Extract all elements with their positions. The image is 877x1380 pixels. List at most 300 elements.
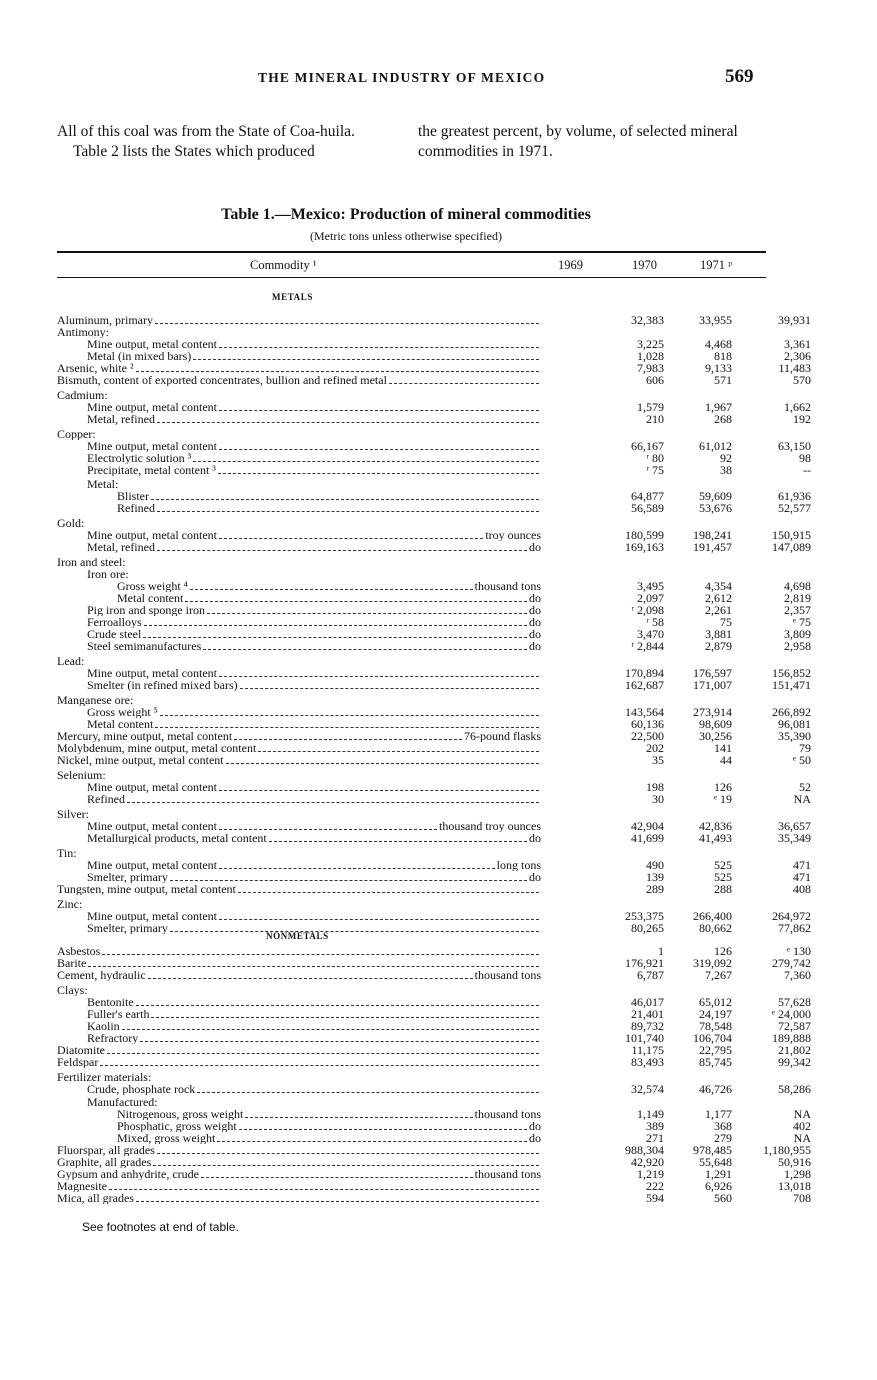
row-label [87,859,541,871]
row-label-text: Pig iron and sponge iron [87,604,205,616]
row-label [57,742,541,754]
value-1970: 30,256 [699,729,732,743]
row-label [57,694,541,706]
row-label-text: Barite [57,957,87,969]
leader-dots [219,410,539,411]
value-1969: 606 [646,373,664,387]
row-unit: troy ounces [485,529,541,541]
row-label [57,945,541,957]
value-1971: 1,298 [784,1167,811,1181]
value-1971: 2,357 [784,603,811,617]
value-1970: 98,609 [699,717,732,731]
row-label [57,1044,541,1056]
value-1971: 1,180,955 [763,1143,811,1157]
value-1971: NA [793,792,811,806]
leader-dots [218,473,539,474]
row-label-text: Bismuth, content of exported concentrates, bullion and refined metal [57,374,387,386]
value-1971: ᵉ 50 [792,753,811,767]
value-1971: 7,360 [784,968,811,982]
row-label [87,996,541,1008]
value-1971: 36,657 [778,819,811,833]
value-1970: 2,261 [705,603,732,617]
leader-dots [226,763,539,764]
value-1970: 61,012 [699,439,732,453]
leader-dots [258,751,539,752]
row-label-text: Phosphatic, gross weight [117,1120,237,1132]
row-label-text: Iron and steel: [57,556,126,568]
leader-dots [109,1189,539,1190]
value-1969: ʳ 2,098 [631,603,664,617]
leader-dots [155,323,539,324]
row-label-text: Mercury, mine output, metal content [57,730,233,742]
intro-paragraph: Table 2 lists the States which produced [73,143,315,160]
value-1971: ᵉ 24,000 [771,1007,811,1021]
value-1971: 11,483 [778,361,811,375]
value-1969: 1,028 [637,349,664,363]
footnote-reference: See footnotes at end of table. [82,1220,239,1234]
value-1970: 75 [720,615,732,629]
value-1969: 32,383 [631,313,664,327]
row-label-text: Gross weight ⁵ [87,706,158,718]
table-row [57,1055,811,1069]
value-1970: 46,726 [699,1082,732,1096]
row-label-text: Nickel, mine output, metal content [57,754,224,766]
value-1971: 192 [793,412,811,426]
row-label-text: Cement, hydraulic [57,969,146,981]
leader-dots [217,1141,527,1142]
row-label-text: Mixed, gross weight [117,1132,216,1144]
row-label-text: Crude steel [87,628,142,640]
row-label-text: Graphite, all grades [57,1156,152,1168]
value-1970: 1,177 [705,1107,732,1121]
row-label-text: Refractory [87,1032,139,1044]
leader-dots [219,790,539,791]
row-unit: do [529,616,541,628]
table-row [57,1191,811,1205]
value-1969: 42,904 [631,819,664,833]
row-label-text: Mine output, metal content [87,338,217,350]
row-label-text: Metal content [117,592,184,604]
row-label [57,808,541,820]
row-label [87,1083,541,1095]
row-label [87,922,541,934]
table-header-rule [57,277,766,278]
value-1971: 471 [793,870,811,884]
value-1970: 319,092 [693,956,732,970]
row-label-text: Magnesite [57,1180,107,1192]
leader-dots [219,868,495,869]
value-1969: 139 [646,870,664,884]
row-label [87,1032,541,1044]
value-1970: 368 [714,1119,732,1133]
value-1971: 402 [793,1119,811,1133]
intro-left-column [57,122,395,162]
value-1970: 268 [714,412,732,426]
table-top-rule [57,251,766,253]
row-label-text: Aluminum, primary [57,314,153,326]
row-label-text: Iron ore: [87,568,129,580]
row-label-text: Nitrogenous, gross weight [117,1108,244,1120]
row-unit: do [529,604,541,616]
row-unit: do [529,871,541,883]
value-1970: 65,012 [699,995,732,1009]
value-1971: 58,286 [778,1082,811,1096]
table-row [57,373,811,387]
value-1970: 6,926 [705,1179,732,1193]
value-1969: 169,163 [625,540,664,554]
value-1969: 289 [646,882,664,896]
value-1969: 83,493 [631,1055,664,1069]
row-label-text: Metal (in mixed bars) [87,350,192,362]
value-1969: 1 [658,944,664,958]
value-1971: 99,342 [778,1055,811,1069]
value-1969: 202 [646,741,664,755]
value-1970: 141 [714,741,732,755]
row-label [87,604,541,616]
value-1969: 170,894 [625,666,664,680]
value-1970: 22,795 [699,1043,732,1057]
value-1971: 2,819 [784,591,811,605]
row-label-text: Metal content [87,718,154,730]
value-1970: 55,648 [699,1155,732,1169]
leader-dots [170,880,527,881]
value-1971: 50,916 [778,1155,811,1169]
leader-dots [238,892,539,893]
value-1971: 408 [793,882,811,896]
row-label-text: Mine output, metal content [87,910,217,922]
table-row [57,463,811,477]
row-label [57,847,541,859]
row-label-text: Copper: [57,428,96,440]
value-1971: 4,698 [784,579,811,593]
value-1970: 571 [714,373,732,387]
row-label-text: Gypsum and anhydrite, crude [57,1168,199,1180]
value-1969: 2,097 [637,591,664,605]
leader-dots [219,538,483,539]
row-label [87,568,541,580]
row-label [57,984,541,996]
table-subtitle: (Metric tons unless otherwise specified) [310,229,502,243]
leader-dots [151,499,539,500]
table-row [57,831,811,845]
row-label [57,957,541,969]
row-label [117,592,541,604]
value-1971: 150,915 [772,528,811,542]
row-label-text: Manganese ore: [57,694,134,706]
row-label [57,389,541,401]
row-label-text: Blister [117,490,149,502]
leader-dots [170,931,539,932]
row-label [117,580,541,592]
row-label [87,871,541,883]
leader-dots [193,359,539,360]
row-label-text: Mine output, metal content [87,667,217,679]
leader-dots [127,802,539,803]
table-row [57,792,811,806]
leader-dots [389,383,539,384]
row-label-text: Bentonite [87,996,134,1008]
leader-dots [153,1165,539,1166]
value-1969: 7,983 [637,361,664,375]
row-label [117,490,541,502]
row-label [87,820,541,832]
value-1971: 63,150 [778,439,811,453]
row-label [87,413,541,425]
value-1971: 1,662 [784,400,811,414]
value-1970: 92 [720,451,732,465]
leader-dots [234,739,462,740]
value-1969: 101,740 [625,1031,664,1045]
value-1970: 560 [714,1191,732,1205]
row-label [87,401,541,413]
row-label-text: Molybdenum, mine output, metal content [57,742,257,754]
value-1971: 3,361 [784,337,811,351]
value-1969: 66,167 [631,439,664,453]
value-1969: ʳ 58 [646,615,664,629]
value-1969: 253,375 [625,909,664,923]
value-1970: 4,354 [705,579,732,593]
value-1970: 59,609 [699,489,732,503]
row-unit: thousand tons [474,1168,541,1180]
leader-dots [88,966,539,967]
intro-paragraph: All of this coal was from the State of Coa-huila. [57,123,355,140]
value-1969: 21,401 [631,1007,664,1021]
value-1971: 61,936 [778,489,811,503]
row-unit: do [529,628,541,640]
value-1969: 389 [646,1119,664,1133]
column-header-1971: 1971 ᵖ [700,258,733,272]
row-label [87,718,541,730]
row-label [87,640,541,652]
leader-dots [136,371,539,372]
value-1970: 38 [720,463,732,477]
value-1970: ᵉ 19 [713,792,732,806]
value-1969: 41,699 [631,831,664,845]
value-1970: 42,836 [699,819,732,833]
row-label [87,793,541,805]
row-label-text: Mine output, metal content [87,859,217,871]
value-1970: 106,704 [693,1031,732,1045]
value-1969: 46,017 [631,995,664,1009]
value-1971: 279,742 [772,956,811,970]
leader-dots [144,625,527,626]
value-1970: 266,400 [693,909,732,923]
table-row [57,882,811,896]
row-label [57,769,541,781]
value-1969: 176,921 [625,956,664,970]
row-label [57,326,541,338]
row-label-text: Antimony: [57,326,110,338]
leader-dots [157,511,539,512]
leader-dots [151,1017,539,1018]
value-1971: 79 [799,741,811,755]
value-1971: 98 [799,451,811,465]
value-1970: 4,468 [705,337,732,351]
value-1970: 171,007 [693,678,732,692]
row-unit: thousand tons [474,580,541,592]
value-1970: 978,485 [693,1143,732,1157]
value-1971: 39,931 [778,313,811,327]
row-unit: do [529,541,541,553]
value-1969: 64,877 [631,489,664,503]
value-1971: 570 [793,373,811,387]
column-header-1969: 1969 [558,258,583,272]
value-1969: 143,564 [625,705,664,719]
row-label-text: Tin: [57,847,77,859]
value-1971: 13,018 [778,1179,811,1193]
value-1970: 3,881 [705,627,732,641]
row-label-text: Lead: [57,655,85,667]
value-1971: 3,809 [784,627,811,641]
value-1969: 42,920 [631,1155,664,1169]
row-label-text: Refined [87,793,125,805]
value-1969: 80,265 [631,921,664,935]
row-unit: do [529,592,541,604]
value-1969: 988,304 [625,1143,664,1157]
value-1970: 1,291 [705,1167,732,1181]
row-label [87,628,541,640]
value-1971: 264,972 [772,909,811,923]
leader-dots [157,1153,539,1154]
value-1970: 53,676 [699,501,732,515]
value-1969: 60,136 [631,717,664,731]
row-label [117,1132,541,1144]
value-1971: 266,892 [772,705,811,719]
value-1971: 35,390 [778,729,811,743]
row-label [87,616,541,628]
value-1969: 3,225 [637,337,664,351]
row-label [57,1156,541,1168]
row-label-text: Cadmium: [57,389,108,401]
value-1971: 708 [793,1191,811,1205]
row-label [87,464,541,476]
row-label-text: Steel semimanufactures [87,640,202,652]
value-1971: 147,089 [772,540,811,554]
row-label [57,362,541,374]
leader-dots [157,550,527,551]
row-label-text: Mine output, metal content [87,781,217,793]
leader-dots [136,1005,539,1006]
row-label [87,338,541,350]
value-1969: 198 [646,780,664,794]
leader-dots [207,613,527,614]
value-1971: ᵉ 75 [792,615,811,629]
row-label-text: Precipitate, metal content ³ [87,464,216,476]
row-label-text: Zinc: [57,898,83,910]
value-1970: 126 [714,944,732,958]
row-label [87,1020,541,1032]
row-label [87,529,541,541]
table-row [57,753,811,767]
leader-dots [269,841,527,842]
value-1970: 24,197 [699,1007,732,1021]
row-label-text: Arsenic, white ² [57,362,134,374]
row-unit: 76-pound flasks [464,730,541,742]
leader-dots [203,649,527,650]
table-row [57,501,811,515]
row-label-text: Fluorspar, all grades [57,1144,155,1156]
leader-dots [219,449,539,450]
value-1971: 52,577 [778,501,811,515]
leader-dots [219,919,539,920]
row-label [57,428,541,440]
row-label-text: Diatomite [57,1044,105,1056]
leader-dots [240,688,539,689]
row-unit: thousand tons [474,1108,541,1120]
value-1969: 6,787 [637,968,664,982]
value-1970: 525 [714,870,732,884]
running-header: THE MINERAL INDUSTRY OF MEXICO [258,70,546,85]
value-1969: 162,687 [625,678,664,692]
leader-dots [201,1177,473,1178]
row-label-text: Feldspar [57,1056,99,1068]
value-1970: 9,133 [705,361,732,375]
leader-dots [245,1117,472,1118]
value-1971: 35,349 [778,831,811,845]
value-1969: 594 [646,1191,664,1205]
value-1969: 35 [652,753,664,767]
leader-dots [157,422,539,423]
page-number: 569 [725,66,754,87]
row-label [87,440,541,452]
value-1971: -- [803,463,811,477]
table-row [57,556,767,568]
value-1970: 33,955 [699,313,732,327]
column-header-1970: 1970 [632,258,657,272]
value-1969: 490 [646,858,664,872]
value-1969: 56,589 [631,501,664,515]
row-label [57,1144,541,1156]
row-label [117,1108,541,1120]
section-heading-metals: METALS [272,292,313,302]
row-label [57,1071,541,1083]
value-1970: 191,457 [693,540,732,554]
row-label [57,754,541,766]
value-1971: 72,587 [778,1019,811,1033]
section-heading-nonmetals: NONMETALS [266,931,329,941]
table-row [57,540,811,554]
row-unit: thousand troy ounces [439,820,541,832]
leader-dots [197,1092,539,1093]
leader-dots [219,829,437,830]
table-row [57,968,811,982]
value-1971: 189,888 [772,1031,811,1045]
value-1970: 2,879 [705,639,732,653]
value-1970: 44 [720,753,732,767]
row-label-text: Asbestos [57,945,101,957]
row-label-text: Mine output, metal content [87,820,217,832]
value-1970: 85,745 [699,1055,732,1069]
row-label-text: Selenium: [57,769,106,781]
row-label-text: Gross weight ⁴ [117,580,188,592]
table-row [57,412,811,426]
row-label [87,452,541,464]
row-label-text: Smelter, primary [87,922,168,934]
row-label [117,1120,541,1132]
value-1969: 210 [646,412,664,426]
value-1970: 7,267 [705,968,732,982]
table-title: Table 1.—Mexico: Production of mineral commodities [221,206,591,223]
table-row [57,1082,811,1096]
row-label-text: Manufactured: [87,1096,158,1108]
row-label-text: Silver: [57,808,89,820]
leader-dots [100,1065,539,1066]
value-1971: NA [793,1107,811,1121]
row-label-text: Ferroalloys [87,616,142,628]
row-label-text: Fuller's earth [87,1008,150,1020]
value-1970: 525 [714,858,732,872]
row-label [87,350,541,362]
